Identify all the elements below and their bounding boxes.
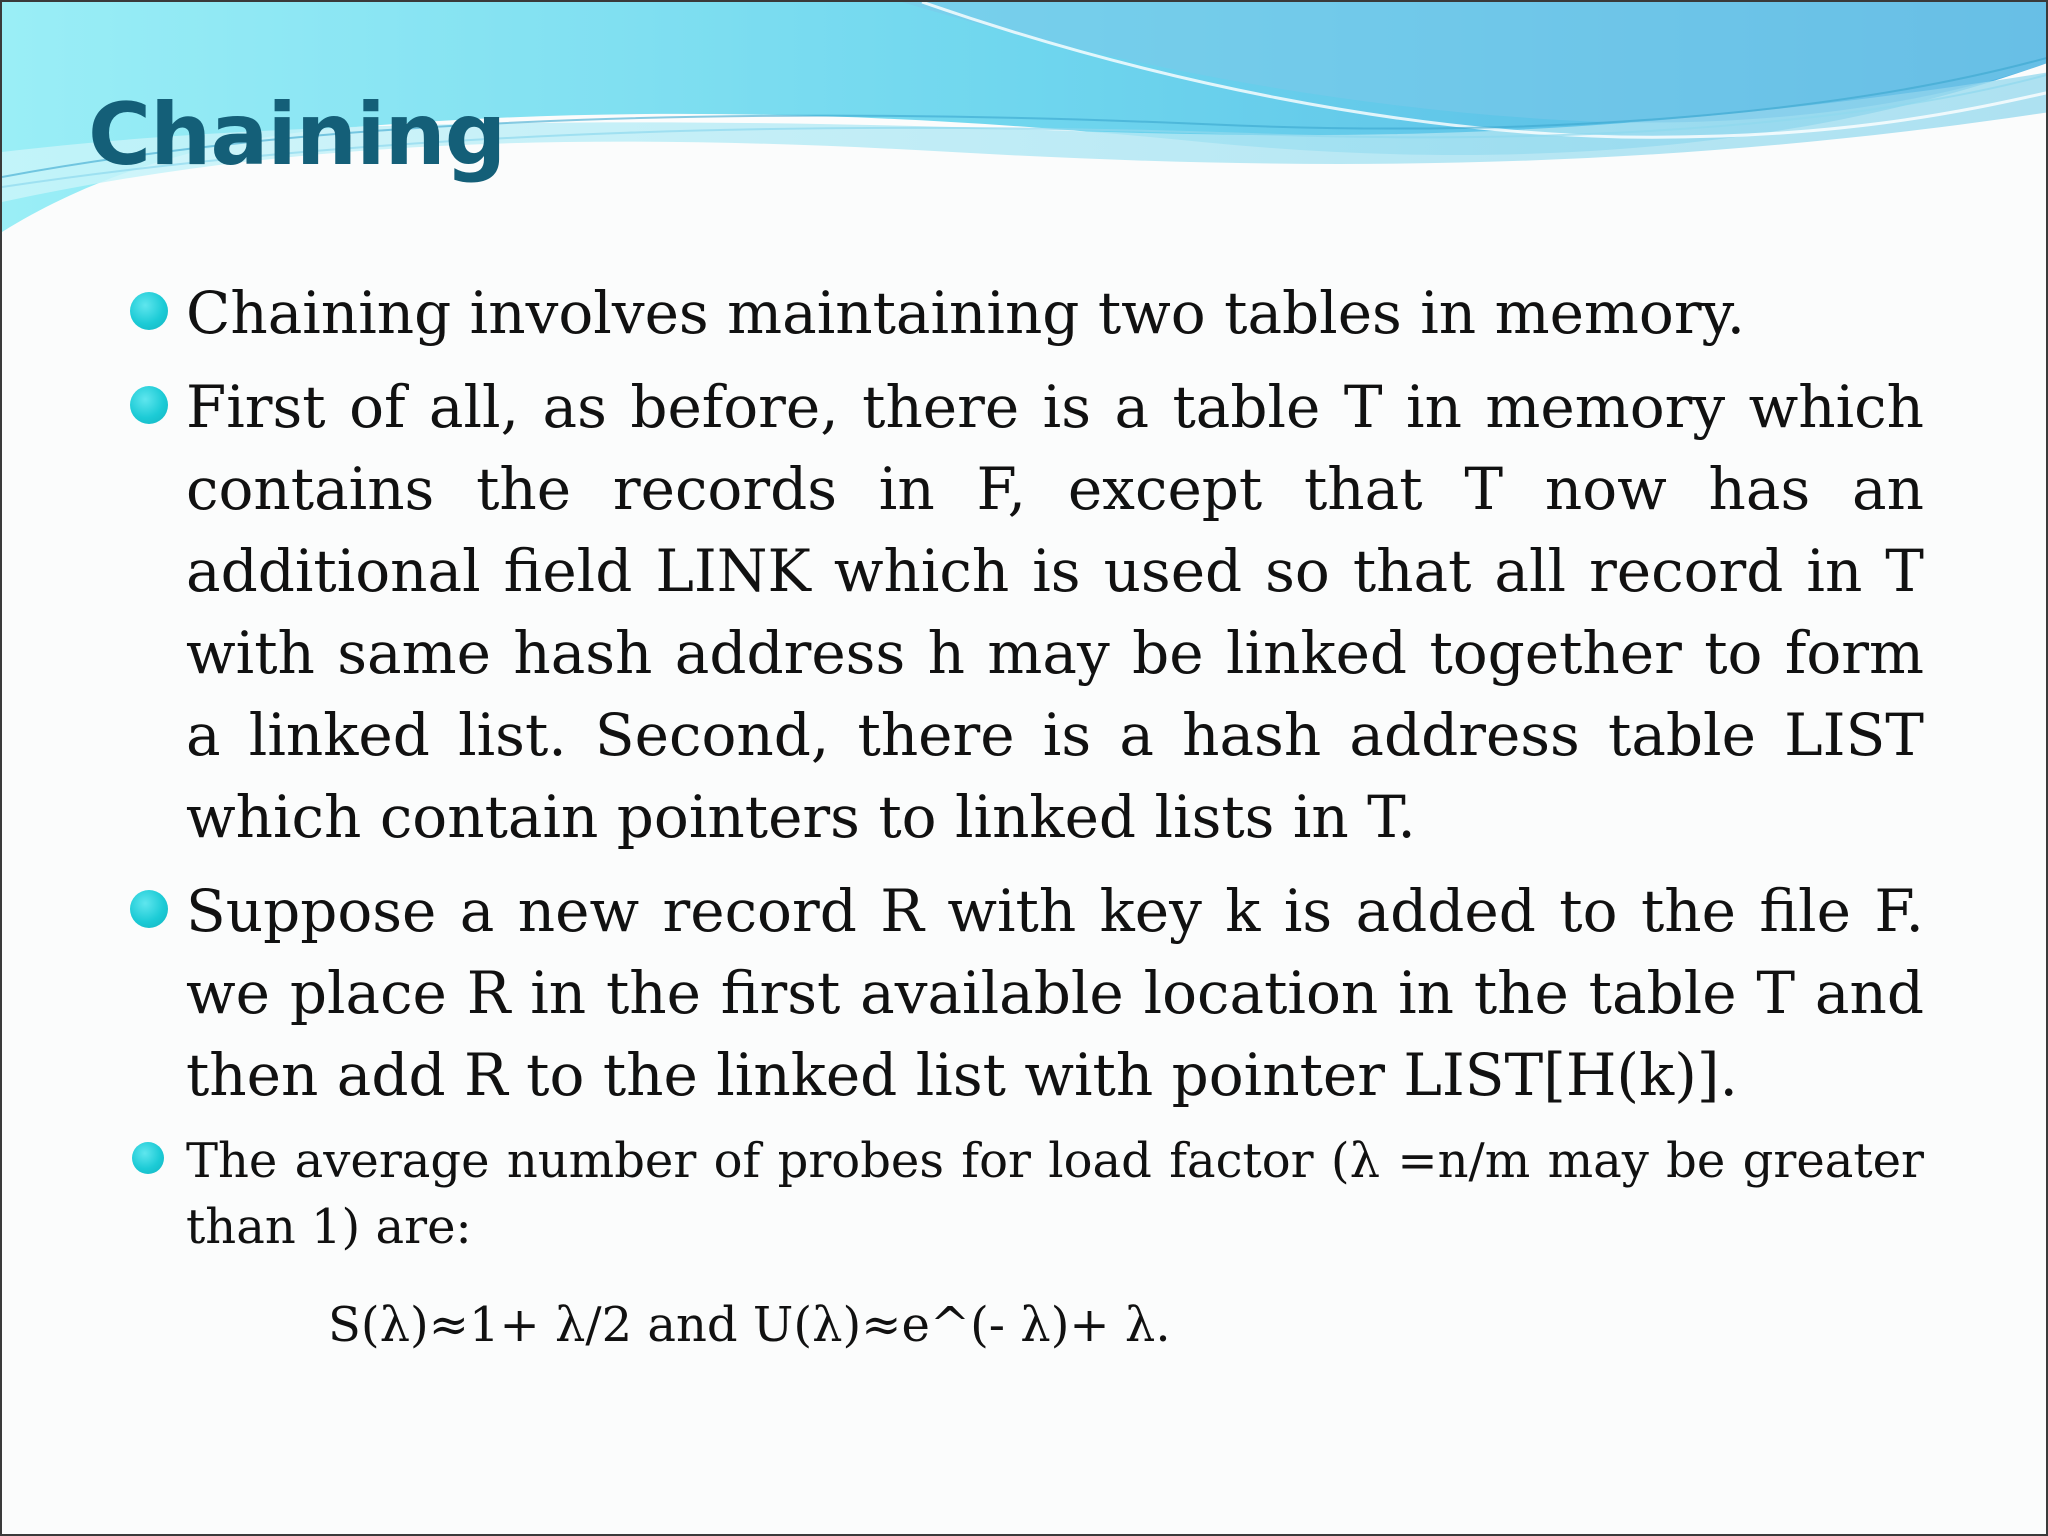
bullet-list (122, 272, 1924, 1260)
probe-formula: S(λ)≈1+ λ/2 and U(λ)≈e^(- λ)+ λ. (328, 1297, 1171, 1353)
bullet-text: First of all, as before, there is a table T in memory which contains the records in F, except that T now has an additional field LINK which is used so that all record in T with same hash address h may be linked together to form a linked list. Second, there is a hash address table LIST which contain pointers to linked lists in T. (186, 373, 1924, 851)
slide-title: Chaining (88, 85, 506, 185)
bullet-item (122, 366, 1924, 858)
bullet-item (122, 272, 1924, 354)
bullet-text: Chaining involves maintaining two tables in memory. (186, 279, 1746, 347)
bullet-dot-icon (130, 890, 168, 928)
bullet-text: The average number of probes for load factor (λ =n/m may be greater than 1) are: (186, 1133, 1924, 1255)
bullet-item (122, 1128, 1924, 1260)
bullet-item (122, 870, 1924, 1116)
bullet-dot-icon (132, 1142, 164, 1174)
bullet-dot-icon (130, 292, 168, 330)
bullet-dot-icon (130, 386, 168, 424)
bullet-text: Suppose a new record R with key k is added to the file F. we place R in the first available location in the table T and then add R to the linked list with pointer LIST[H(k)]. (186, 877, 1924, 1109)
